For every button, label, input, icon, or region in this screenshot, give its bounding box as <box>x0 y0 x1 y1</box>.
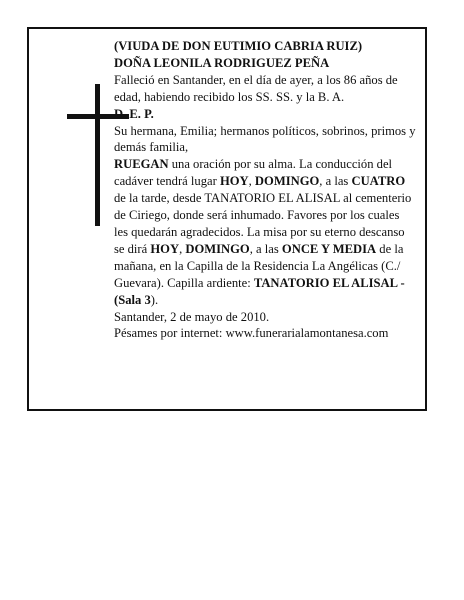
place-date: Santander, 2 de mayo de 2010. <box>114 309 270 324</box>
family-text: Su hermana, Emilia; hermanos políticos, sobrinos, primos y demás familia, <box>114 123 416 155</box>
ruegan-label: RUEGAN <box>114 157 169 172</box>
title-line-1: (VIUDA DE DON EUTIMIO CABRIA RUIZ) <box>114 39 363 53</box>
condolences-link: Pésames por internet: www.funerarialamontanesa.com <box>114 326 389 341</box>
death-text: Falleció en Santander, en el día de ayer, a los 86 años de edad, habiendo recibido los SS. SS. y la B. A. <box>114 72 398 104</box>
chapel-name: TANATORIO EL ALISAL - (Sala 3 <box>114 275 405 307</box>
ceremony-text: RUEGAN una oración por su alma. La conducción del cadáver tendrá lugar HOY, DOMINGO, a las CUATRO de la tarde, desde TANATORIO EL ALISAL al cementerio de Ciriego, donde será inhumado. Favores por los cuales les quedarán agradecidos. La misa por su eterno descanso se dirá HOY, DOMINGO, a las ONCE Y MEDIA de la mañana, en la Capilla de la Residencia La Angélicas (C./ Guevara). Capilla ardiente: TANATORIO EL ALISAL - (Sala 3). <box>114 157 412 307</box>
obituary-text <box>114 38 416 342</box>
dep-line: D. E. P. <box>114 106 154 121</box>
title-line-2: DOÑA LEONILA RODRIGUEZ PEÑA <box>114 55 330 70</box>
cross-vertical-bar <box>95 84 100 226</box>
